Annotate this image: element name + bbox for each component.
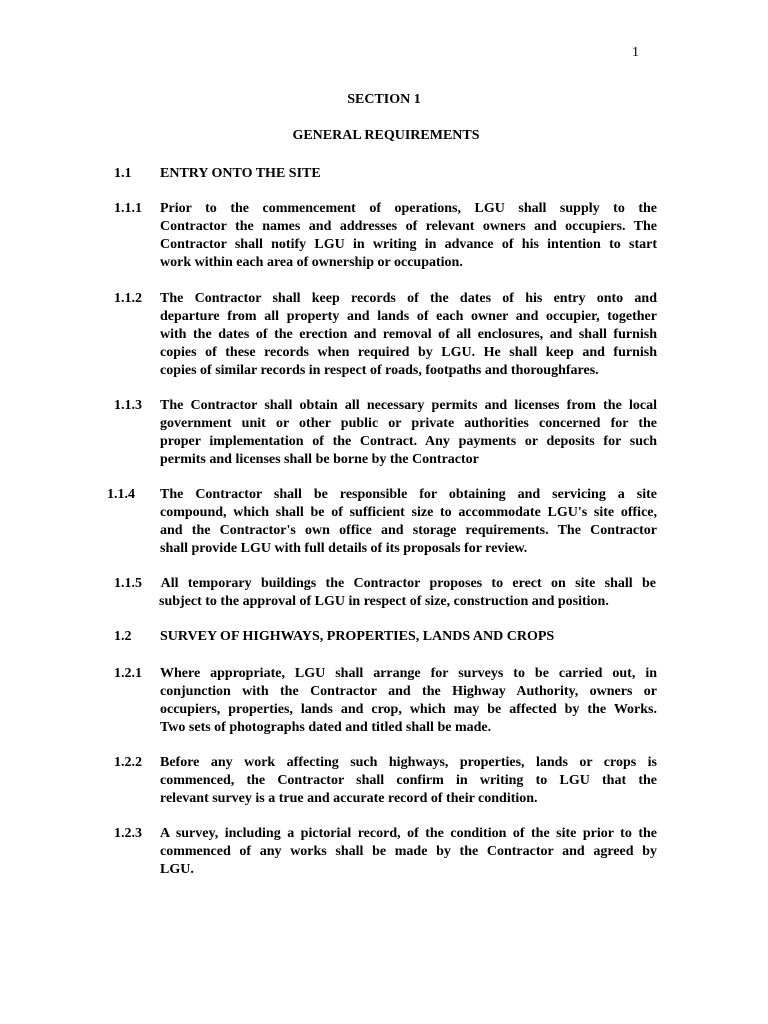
text-line: and the Contractor's own office and storage requirements. The Contractor bbox=[160, 523, 657, 538]
clause-heading: SURVEY OF HIGHWAYS, PROPERTIES, LANDS AND CROPS bbox=[160, 629, 555, 644]
text-line: commenced of any works shall be made by the Contractor and agreed by bbox=[160, 844, 657, 859]
text-line: shall provide LGU with full details of its proposals for review. bbox=[160, 541, 528, 556]
clause-text bbox=[160, 397, 657, 469]
text-line: with the dates of the erection and removal of all enclosures, and shall furnish bbox=[160, 327, 657, 342]
text-line: occupiers, properties, lands and crop, which may be affected by the Works. bbox=[160, 702, 657, 717]
text-line: commenced, the Contractor shall confirm in writing to LGU that the bbox=[160, 773, 657, 788]
text-line bbox=[114, 575, 656, 593]
text-line: The Contractor shall be responsible for obtaining and servicing a site bbox=[160, 487, 657, 502]
clause-text: All temporary buildings the Contractor proposes to erect on site shall be bbox=[160, 576, 656, 591]
text-line: departure from all property and lands of each owner and occupier, together bbox=[160, 309, 657, 324]
text-line: Where appropriate, LGU shall arrange for surveys to be carried out, in bbox=[160, 666, 657, 681]
text-line: Before any work affecting such highways, properties, lands or crops is bbox=[160, 755, 657, 770]
clause-text bbox=[160, 754, 657, 808]
clause-1-1-5 bbox=[114, 575, 656, 611]
clause-number: 1.2.2 bbox=[114, 755, 142, 770]
clause-heading: ENTRY ONTO THE SITE bbox=[160, 166, 321, 181]
page-number: 1 bbox=[632, 45, 639, 60]
text-line: LGU. bbox=[160, 862, 194, 877]
text-line: Two sets of photographs dated and titled shall be made. bbox=[160, 720, 492, 735]
text-line: Contractor the names and addresses of relevant owners and occupiers. The bbox=[160, 219, 657, 234]
text-line: Contractor shall notify LGU in writing in advance of his intention to start bbox=[160, 237, 657, 252]
text-line: relevant survey is a true and accurate record of their condition. bbox=[160, 791, 538, 806]
clause-text bbox=[160, 486, 657, 558]
text-line: copies of similar records in respect of roads, footpaths and thoroughfares. bbox=[160, 363, 599, 378]
section-title: SECTION 1 bbox=[347, 92, 421, 107]
clause-number: 1.1.1 bbox=[114, 201, 142, 216]
clause-number: 1.1 bbox=[114, 166, 132, 181]
text-line: The Contractor shall obtain all necessary permits and licenses from the local bbox=[160, 398, 657, 413]
text-line: copies of these records when required by LGU. He shall keep and furnish bbox=[160, 345, 657, 360]
clause-number: 1.1.5 bbox=[114, 576, 142, 591]
clause-text bbox=[160, 290, 657, 380]
text-line: conjunction with the Contractor and the Highway Authority, owners or bbox=[160, 684, 657, 699]
clause-text bbox=[160, 825, 657, 879]
clause-number: 1.2.3 bbox=[114, 826, 142, 841]
clause-number: 1.1.4 bbox=[107, 487, 135, 502]
text-line: permits and licenses shall be borne by the Contractor bbox=[160, 452, 479, 467]
clause-number: 1.1.3 bbox=[114, 398, 142, 413]
text-line: work within each area of ownership or occupation. bbox=[160, 255, 463, 270]
text-line: subject to the approval of LGU in respect of size, construction and position. bbox=[159, 594, 609, 609]
text-line: government unit or other public or private authorities concerned for the bbox=[160, 416, 657, 431]
clause-text bbox=[160, 200, 657, 272]
text-line: Prior to the commencement of operations, LGU shall supply to the bbox=[160, 201, 657, 216]
text-line: The Contractor shall keep records of the dates of his entry onto and bbox=[160, 291, 657, 306]
clause-number: 1.1.2 bbox=[114, 291, 142, 306]
clause-text bbox=[160, 665, 657, 737]
clause-number: 1.2 bbox=[114, 629, 132, 644]
text-line: compound, which shall be of sufficient size to accommodate LGU's site office, bbox=[160, 505, 657, 520]
clause-number: 1.2.1 bbox=[114, 666, 142, 681]
document-title: GENERAL REQUIREMENTS bbox=[292, 128, 480, 143]
text-line: A survey, including a pictorial record, of the condition of the site prior to the bbox=[160, 826, 657, 841]
text-line: proper implementation of the Contract. Any payments or deposits for such bbox=[160, 434, 657, 449]
